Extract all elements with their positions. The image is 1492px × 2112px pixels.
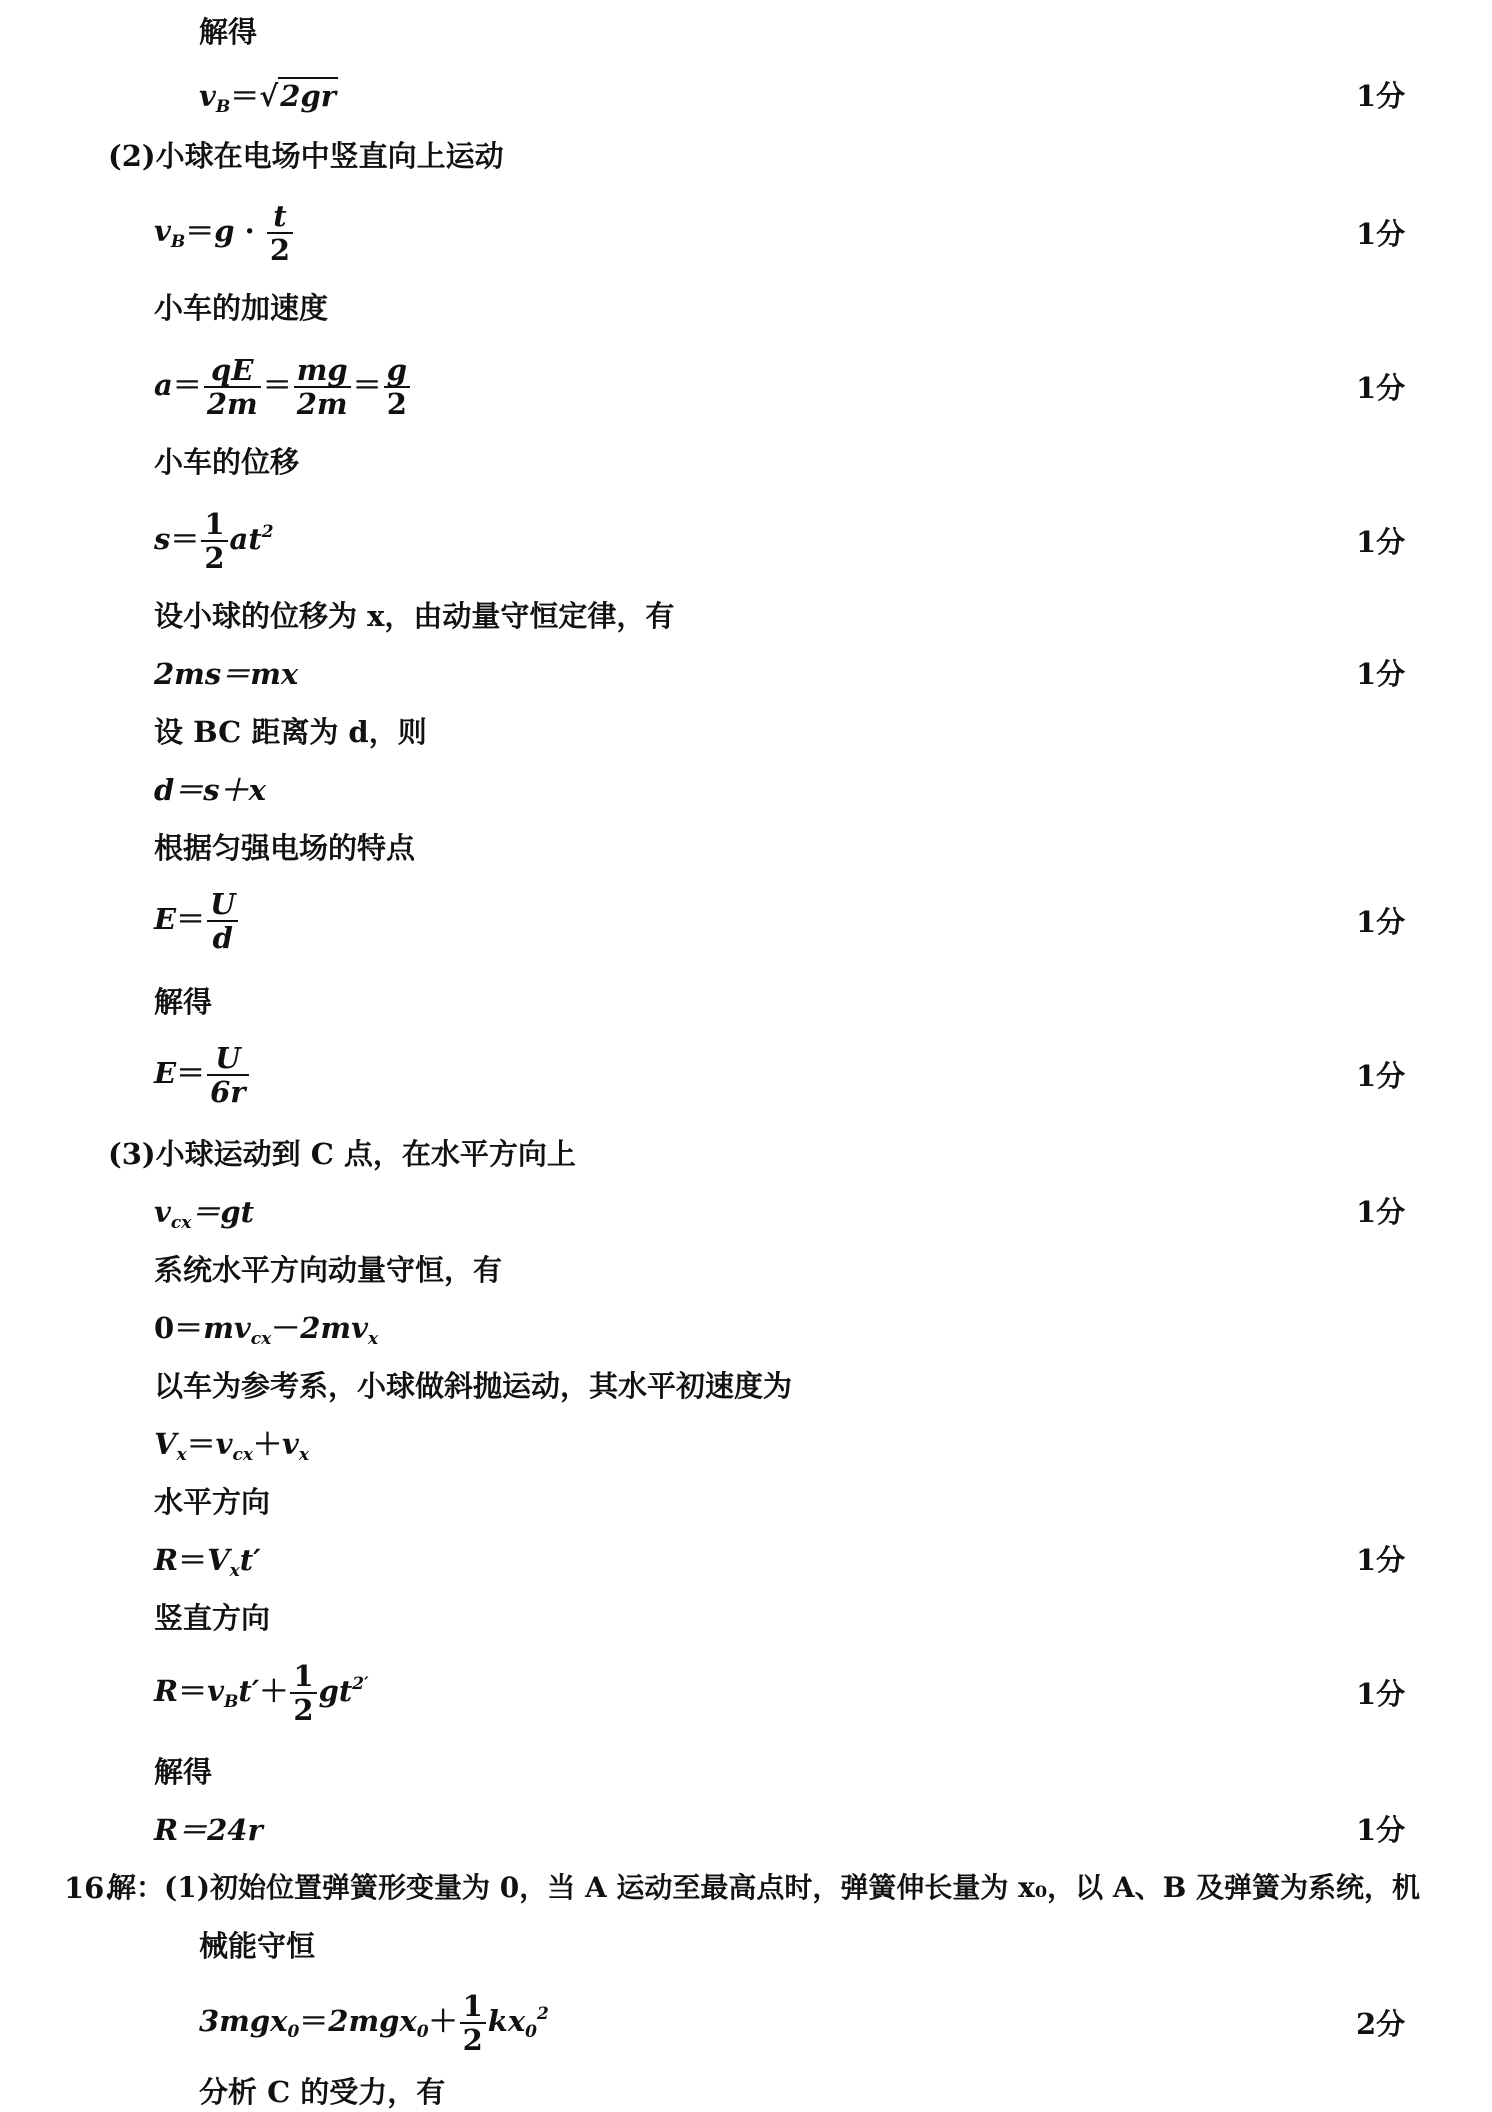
text-system-momentum: 系统水平方向动量守恒，有 (154, 1253, 503, 1287)
equation-energy: 3mgx$_0$＝2mgx$_0$＋ $\frac{1}{2}$ $kx_0^2$ (199, 1989, 549, 2057)
score-5: 1分 (1356, 657, 1406, 691)
score-4: 1分 (1356, 525, 1406, 559)
text-horizontal: 水平方向 (154, 1485, 271, 1519)
text-uniform-field: 根据匀强电场的特点 (154, 831, 416, 865)
equation-r-vertical: $R=v_Bt'+$ $\frac{1}{2}$ $gt^{2'}$ (154, 1659, 369, 1727)
score-3: 1分 (1356, 371, 1406, 405)
score-10: 1分 (1356, 1677, 1406, 1711)
equation-zero-momentum: $0=mv_{cx}-2mv_x$ (154, 1311, 379, 1349)
equation-vcx-rhs: ＝gt (191, 1195, 255, 1229)
equation-e-ud: E＝ $\frac{U}{d}$ (154, 888, 240, 954)
text-momentum: 设小球的位移为 x，由动量守恒定律，有 (154, 599, 675, 633)
question-16-line-1: 解：(1)初始位置弹簧形变量为 0，当 A 运动至最高点时，弹簧伸长量为 x₀，以 A、B 及弹簧为系统，机 (108, 1871, 1421, 1904)
question-16-line-2: 械能守恒 (199, 1929, 316, 1963)
score-2: 1分 (1356, 217, 1406, 251)
score-1: 1分 (1356, 79, 1406, 113)
text-reference-frame: 以车为参考系，小球做斜抛运动，其水平初速度为 (154, 1369, 793, 1403)
equation-2ms: 2ms＝mx (154, 657, 299, 691)
text-car-acceleration: 小车的加速度 (154, 291, 329, 325)
text-bc-distance: 设 BC 距离为 d，则 (154, 715, 427, 749)
equation-r-horizontal: $R=V_xt'$ (154, 1543, 261, 1581)
part-2-heading: (2)小球在电场中竖直向上运动 (108, 139, 504, 173)
equation-e-u6r: E＝ $\frac{U}{6r}$ (154, 1042, 251, 1108)
score-6: 1分 (1356, 905, 1406, 939)
score-8: 1分 (1356, 1195, 1406, 1229)
text-vertical: 竖直方向 (154, 1601, 271, 1635)
equation-vx-total: $V_x=v_{cx}+v_x$ (154, 1427, 310, 1465)
equation-vb-sqrt: $v_B=√2gr$ (199, 79, 337, 117)
text-jiede-2: 解得 (154, 985, 213, 1019)
score-9: 1分 (1356, 1543, 1406, 1577)
score-11: 1分 (1356, 1813, 1406, 1847)
text-c-force: 分析 C 的受力，有 (199, 2075, 446, 2109)
equation-acceleration: a＝ $\frac{qE}{2m}$ ＝ $\frac{mg}{2m}$ ＝ $\frac{g}{2}$ (154, 354, 412, 420)
score-7: 1分 (1356, 1059, 1406, 1093)
equation-vb-gt: $v_B=g$ · $\frac{t}{2}$ (154, 200, 295, 266)
text-car-displacement: 小车的位移 (154, 445, 300, 479)
equation-r-result: R＝24r (154, 1813, 263, 1847)
equation-vcx: $v_{cx}=gt$ (154, 1195, 255, 1233)
equation-displacement: s＝ $\frac{1}{2}$ $at^2$ (154, 507, 274, 575)
text-jiede-1: 解得 (199, 15, 258, 49)
question-16-number: 16. (64, 1871, 115, 1905)
text-jiede-3: 解得 (154, 1755, 213, 1789)
equation-d: d＝s＋x (154, 773, 266, 807)
part-3-heading: (3)小球运动到 C 点，在水平方向上 (108, 1137, 576, 1171)
score-12: 2分 (1356, 2007, 1406, 2041)
